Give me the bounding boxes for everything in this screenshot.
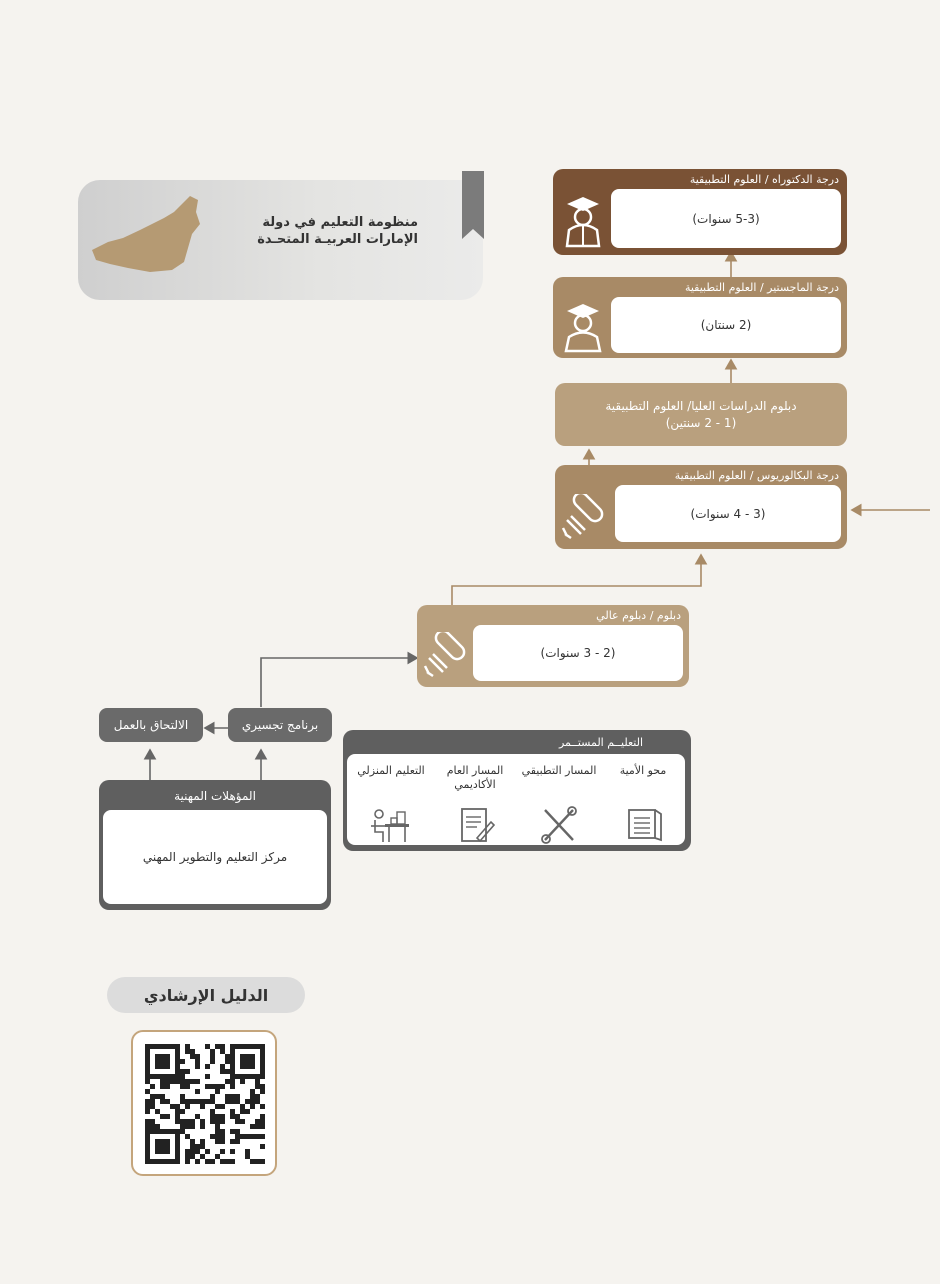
continuing-item-applied: المسار التطبيقي <box>517 764 601 844</box>
qr-module <box>200 1104 205 1109</box>
qr-module <box>220 1139 225 1144</box>
doctorate-card <box>553 169 847 255</box>
qr-module <box>165 1064 170 1069</box>
graduate-cap-icon <box>559 299 607 355</box>
qr-module <box>260 1089 265 1094</box>
home-study-icon <box>369 806 415 844</box>
qr-module <box>210 1059 215 1064</box>
qr-module <box>165 1114 170 1119</box>
qr-module <box>195 1159 200 1164</box>
qr-module <box>185 1159 190 1164</box>
qr-module <box>195 1064 200 1069</box>
qr-module <box>250 1064 255 1069</box>
qr-module <box>230 1084 235 1089</box>
graduate-gown-icon <box>559 193 607 249</box>
doctorate-header: درجة الدكتوراه / العلوم التطبيقية <box>689 173 839 186</box>
postgrad-diploma-title: دبلوم الدراسات العليا/ العلوم التطبيقية <box>605 398 797 413</box>
qr-module <box>245 1109 250 1114</box>
qr-module <box>195 1089 200 1094</box>
qr-module <box>175 1159 180 1164</box>
diploma-duration: (2 - 3 سنوات) <box>473 625 683 681</box>
continuing-item-academic: المسار العام الأكاديمي <box>433 764 517 844</box>
diploma-header: دبلوم / دبلوم عالي <box>596 609 681 622</box>
qr-module <box>260 1074 265 1079</box>
continuing-header: التعليــم المستــمر <box>558 736 643 749</box>
masters-header: درجة الماجستير / العلوم التطبيقية <box>684 281 839 294</box>
qr-module <box>260 1159 265 1164</box>
bridge-program-box: برنامج تجسيري <box>228 708 332 742</box>
masters-card <box>553 277 847 358</box>
guide-label: الدليل الإرشادي <box>107 977 305 1013</box>
open-book-icon <box>625 806 665 842</box>
employment-box: الالتحاق بالعمل <box>99 708 203 742</box>
qr-module <box>185 1084 190 1089</box>
qr-module <box>230 1149 235 1154</box>
bachelor-duration: (3 - 4 سنوات) <box>615 485 841 542</box>
bookmark-ribbon <box>462 171 484 239</box>
qr-module <box>205 1064 210 1069</box>
qr-module <box>185 1069 190 1074</box>
postgrad-diploma-card <box>555 383 847 446</box>
qr-module <box>200 1124 205 1129</box>
vocational-body: مركز التعليم والتطوير المهني <box>103 810 327 904</box>
continuing-item-literacy: محو الأمية <box>601 764 685 844</box>
qr-module <box>230 1159 235 1164</box>
qr-module <box>205 1149 210 1154</box>
qr-module <box>260 1144 265 1149</box>
qr-module <box>165 1149 170 1154</box>
qr-module <box>205 1074 210 1079</box>
postgrad-diploma-duration: (1 - 2 سنتين) <box>665 415 737 430</box>
qr-module <box>180 1109 185 1114</box>
qr-module <box>195 1079 200 1084</box>
continuing-education-card <box>343 730 691 851</box>
diploma-scroll-icon <box>559 491 609 543</box>
qr-module <box>150 1084 155 1089</box>
qr-module <box>235 1139 240 1144</box>
qr-module <box>260 1104 265 1109</box>
diploma-card <box>417 605 689 687</box>
vocational-header: المؤهلات المهنية <box>174 789 256 803</box>
qr-module <box>165 1084 170 1089</box>
document-pencil-icon <box>459 806 495 844</box>
qr-module <box>215 1089 220 1094</box>
masters-duration: (2 سنتان) <box>611 297 841 353</box>
qr-module <box>180 1059 185 1064</box>
qr-module <box>250 1104 255 1109</box>
qr-module <box>220 1084 225 1089</box>
continuing-item-home: التعليم المنزلي <box>349 764 433 844</box>
qr-module <box>220 1119 225 1124</box>
qr-module <box>240 1119 245 1124</box>
qr-module <box>210 1159 215 1164</box>
qr-module <box>260 1124 265 1129</box>
page-title: منظومة التعليم في دولة الإمارات العربيـة المتحـدة <box>257 215 418 247</box>
doctorate-duration: (5-3 سنوات) <box>611 189 841 248</box>
continuing-inner <box>347 754 685 845</box>
qr-module <box>240 1079 245 1084</box>
qr-module <box>260 1134 265 1139</box>
vocational-card <box>99 780 331 910</box>
bachelor-card <box>555 465 847 549</box>
qr-module <box>185 1104 190 1109</box>
qr-module <box>220 1104 225 1109</box>
qr-module <box>145 1109 150 1114</box>
qr-module <box>190 1124 195 1129</box>
qr-code-icon[interactable] <box>131 1030 277 1176</box>
tools-icon <box>539 806 579 844</box>
bachelor-header: درجة البكالوريوس / العلوم التطبيقية <box>674 469 839 482</box>
diploma-scroll-icon-2 <box>421 629 471 681</box>
uae-map-icon <box>88 190 203 275</box>
qr-module <box>220 1149 225 1154</box>
